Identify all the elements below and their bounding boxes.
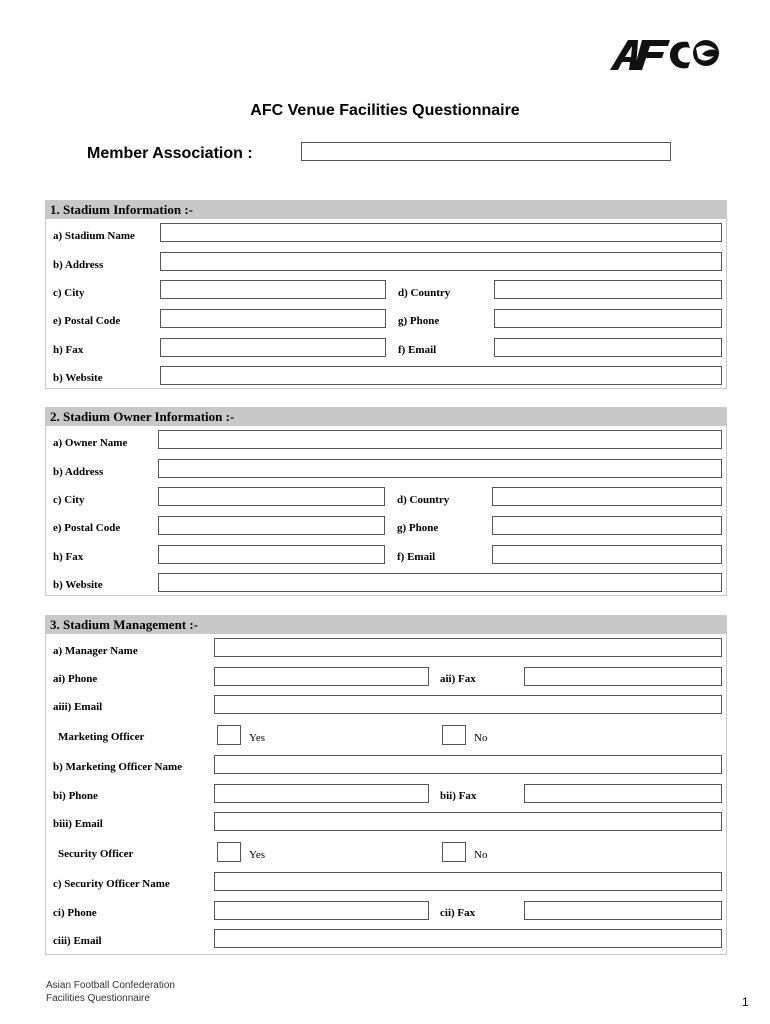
website-label: b) Website: [53, 579, 103, 591]
address-label: b) Address: [53, 466, 104, 478]
footer-document-name: Facilities Questionnaire: [46, 993, 150, 1004]
country-label: d) Country: [397, 494, 450, 506]
marketing-fax-label: bii) Fax: [440, 790, 477, 802]
security-phone-label: ci) Phone: [53, 907, 97, 919]
address-field[interactable]: [158, 459, 722, 478]
phone-field[interactable]: [494, 309, 722, 328]
phone-field[interactable]: [492, 516, 722, 535]
yes-label: Yes: [249, 732, 266, 744]
marketing-officer-name-field[interactable]: [214, 755, 722, 774]
country-field[interactable]: [494, 280, 722, 299]
section-heading: 1. Stadium Information :-: [46, 201, 726, 219]
marketing-email-field[interactable]: [214, 812, 722, 831]
city-label: c) City: [53, 494, 85, 506]
no-label: No: [474, 732, 488, 744]
security-email-field[interactable]: [214, 929, 722, 948]
email-field[interactable]: [492, 545, 722, 564]
marketing-officer-name-label: b) Marketing Officer Name: [53, 761, 183, 773]
manager-phone-label: ai) Phone: [53, 673, 98, 685]
website-label: b) Website: [53, 372, 103, 384]
email-field[interactable]: [494, 338, 722, 357]
city-field[interactable]: [160, 280, 386, 299]
city-field[interactable]: [158, 487, 385, 506]
stadium-management-section: [45, 615, 727, 955]
marketing-email-label: biii) Email: [53, 818, 103, 830]
marketing-phone-field[interactable]: [214, 784, 429, 803]
member-association-field[interactable]: [301, 142, 671, 161]
member-association-label: Member Association :: [87, 145, 253, 162]
security-email-label: ciii) Email: [53, 935, 102, 947]
stadium-owner-section: [45, 407, 727, 596]
website-field[interactable]: [158, 573, 722, 592]
footer: [46, 979, 175, 1005]
marketing-phone-label: bi) Phone: [53, 790, 98, 802]
security-officer-name-field[interactable]: [214, 872, 722, 891]
manager-name-field[interactable]: [214, 638, 722, 657]
security-phone-field[interactable]: [214, 901, 429, 920]
country-field[interactable]: [492, 487, 722, 506]
section-heading: 3. Stadium Management :-: [46, 616, 726, 634]
page-number: 1: [742, 995, 749, 1009]
section-heading: 2. Stadium Owner Information :-: [46, 408, 726, 426]
email-label: f) Email: [398, 344, 437, 356]
security-officer-yes-checkbox[interactable]: [217, 842, 241, 862]
manager-name-label: a) Manager Name: [53, 645, 138, 657]
yes-label: Yes: [249, 849, 266, 861]
no-label: No: [474, 849, 488, 861]
security-officer-name-label: c) Security Officer Name: [53, 878, 170, 890]
fax-field[interactable]: [158, 545, 385, 564]
address-label: b) Address: [53, 259, 104, 271]
security-officer-no-checkbox[interactable]: [442, 842, 466, 862]
city-label: c) City: [53, 287, 85, 299]
stadium-name-field[interactable]: [160, 223, 722, 242]
owner-name-label: a) Owner Name: [53, 437, 128, 449]
page-title: AFC Venue Facilities Questionnaire: [250, 102, 520, 119]
stadium-name-label: a) Stadium Name: [53, 230, 135, 242]
phone-label: g) Phone: [397, 522, 439, 534]
postal-code-field[interactable]: [158, 516, 385, 535]
website-field[interactable]: [160, 366, 722, 385]
security-fax-label: cii) Fax: [440, 907, 476, 919]
marketing-officer-label: Marketing Officer: [58, 731, 145, 743]
postal-code-field[interactable]: [160, 309, 386, 328]
security-fax-field[interactable]: [524, 901, 722, 920]
manager-fax-label: aii) Fax: [440, 673, 476, 685]
address-field[interactable]: [160, 252, 722, 271]
postal-code-label: e) Postal Code: [53, 522, 121, 534]
afc-logo: [608, 36, 723, 74]
marketing-officer-yes-checkbox[interactable]: [217, 725, 241, 745]
owner-name-field[interactable]: [158, 430, 722, 449]
stadium-information-section: [45, 200, 727, 389]
security-officer-label: Security Officer: [58, 848, 134, 860]
manager-email-label: aiii) Email: [53, 701, 103, 713]
fax-label: h) Fax: [53, 344, 84, 356]
postal-code-label: e) Postal Code: [53, 315, 121, 327]
fax-field[interactable]: [160, 338, 386, 357]
phone-label: g) Phone: [398, 315, 440, 327]
marketing-fax-field[interactable]: [524, 784, 722, 803]
manager-email-field[interactable]: [214, 695, 722, 714]
country-label: d) Country: [398, 287, 451, 299]
fax-label: h) Fax: [53, 551, 84, 563]
manager-phone-field[interactable]: [214, 667, 429, 686]
email-label: f) Email: [397, 551, 436, 563]
manager-fax-field[interactable]: [524, 667, 722, 686]
footer-organization: Asian Football Confederation: [46, 980, 175, 991]
marketing-officer-no-checkbox[interactable]: [442, 725, 466, 745]
